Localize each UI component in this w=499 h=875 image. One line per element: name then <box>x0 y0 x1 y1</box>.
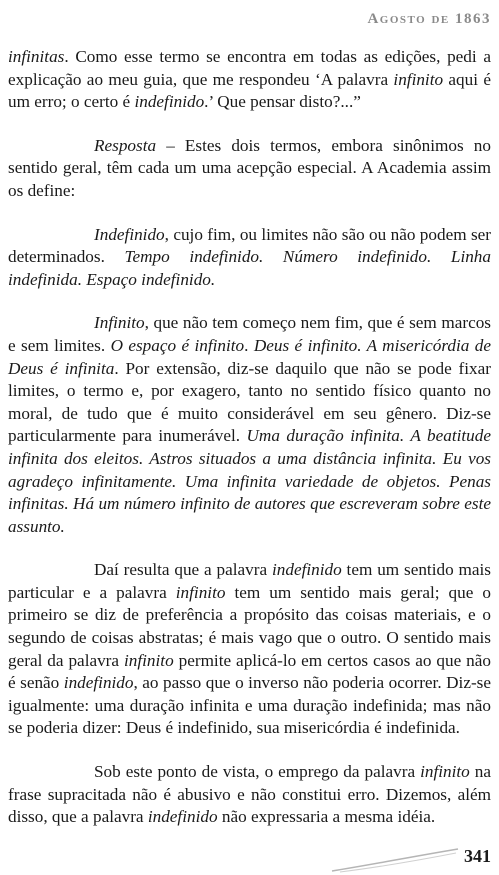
italic-text-run: infinito <box>420 762 470 782</box>
italic-text-run: Resposta <box>94 135 157 155</box>
italic-text-run: indefinido <box>147 807 218 827</box>
text-run: . Por extensão, diz-se daquilo que não se pode fixar limites, o termo e, por exagero, tanto no sentido físico quanto no moral, de tudo que é muito considerável em seu gênero. Diz-se particularmente para inumerável. <box>8 358 491 446</box>
italic-text-run: Infinito <box>94 313 145 333</box>
paragraph-final <box>8 761 491 829</box>
text-run: tem um sentido mais geral; que o primeiro se diz de preferência a propósito das coisas materiais, e o segundo de coisas abstratas; é mais vago que o outro. O sentido mais geral da palavra <box>8 582 491 670</box>
text-run: permite aplicá-lo em certos casos ao que não é senão <box>8 650 491 693</box>
text-run: – Estes dois termos, embora sinônimos no sentido geral, têm cada um uma acepção especial. A Academia assim os define: <box>8 135 491 200</box>
italic-text-run: indefinido <box>63 673 134 693</box>
paragraph-infinito-definition <box>8 312 491 538</box>
running-header: Agosto de 1863 <box>367 11 491 27</box>
text-run: não expressaria a mesma idéia. <box>217 807 436 827</box>
text-run: , ao passo que o inverso não poderia ocorrer. Diz-se igualmente: uma duração infinita e uma duração indefinida; mas não se poderia dizer: Deus é indefinido, sua misericórdia é indefinida. <box>8 673 491 738</box>
paragraph-continuation <box>8 46 491 114</box>
decorative-swoosh <box>330 845 460 875</box>
italic-text-run: Deus é infinito. A misericórdia de Deus é infinita <box>8 335 491 378</box>
text-run: . <box>244 335 254 355</box>
italic-text-run: infinitas <box>8 47 65 66</box>
italic-text-run: infinito <box>393 69 444 89</box>
page-number: 341 <box>464 846 491 866</box>
italic-text-run: indefinido <box>271 560 342 580</box>
paragraph-indefinido-definition <box>8 224 491 292</box>
italic-text-run: infinito <box>175 582 226 602</box>
italic-text-run: Uma duração infinita. A beatitude infinita dos eleitos. Astros situados a uma distância infinita. Eu vos agradeço infinitamente. Uma infinita variedade de objetos. Penas infinitas. Há um número infinito de autores que escreveram sobre este assunto. <box>8 426 491 536</box>
text-run: tem um sentido mais particular e a palavra <box>8 560 491 602</box>
text-run: , cujo fim, ou limites não são ou não podem ser determinados. <box>8 224 491 267</box>
text-run: . Como esse termo se encontra em todas as edições, pedi a explicação ao meu guia, que me respondeu ‘A palavra <box>8 47 491 89</box>
italic-text-run: Tempo indefinido. Número indefinido. Linha indefinida. Espaço indefinido. <box>8 247 491 289</box>
text-run: aqui é um erro; o certo é <box>8 69 491 112</box>
text-run: Sob este ponto de vista, o emprego da palavra <box>94 762 421 782</box>
text-run: .’ Que pensar disto?...” <box>204 92 361 112</box>
italic-text-run: O espaço é infinito <box>110 335 245 355</box>
italic-text-run: indefinido <box>134 92 205 112</box>
italic-text-run: infinito <box>124 650 174 670</box>
text-run: na frase supracitada não é abusivo e não constitui erro. Dizemos, além disso, que a palavra <box>8 762 491 827</box>
italic-text-run: Indefinido <box>94 224 165 244</box>
paragraph-conclusion <box>8 559 491 740</box>
paragraph-resposta <box>8 135 491 203</box>
text-run: , que não tem começo nem fim, que é sem marcos e sem limites. <box>8 313 491 355</box>
page-body <box>8 46 491 829</box>
text-run: Daí resulta que a palavra <box>94 560 272 580</box>
